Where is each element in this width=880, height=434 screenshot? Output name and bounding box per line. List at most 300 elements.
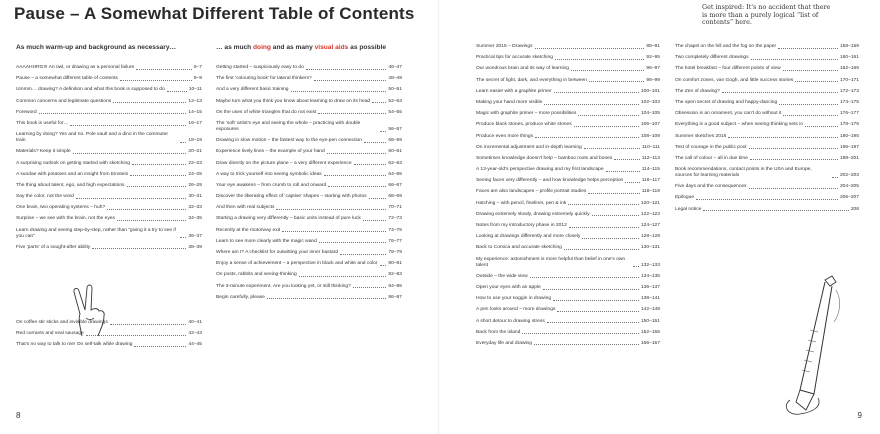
toc-entry — [476, 145, 660, 151]
toc-dot-leader — [136, 69, 192, 70]
toc-entry — [675, 167, 859, 179]
toc-entry-title: Two completely different drawings — [675, 55, 749, 61]
page-number-right: 9 — [857, 411, 862, 420]
toc-entry — [476, 257, 660, 269]
toc-entry-pages: 82–83 — [388, 272, 402, 278]
toc-entry — [675, 78, 859, 84]
toc-dot-leader — [750, 159, 838, 160]
toc-dot-leader — [380, 265, 387, 266]
toc-entry — [476, 66, 660, 72]
toc-dot-leader — [113, 102, 186, 103]
toc-entry-title: A surprising outlook on getting started with sketching — [16, 160, 130, 166]
toc-dot-leader — [372, 102, 386, 103]
toc-entry-title: Everyday life and drawing — [476, 340, 533, 346]
toc-entry-title: Magic with graphite primer – more possibilities — [476, 111, 577, 117]
toc-entry-title: Produce even more things — [476, 133, 534, 139]
toc-dot-leader — [547, 322, 639, 323]
toc-entry-pages: 174–175 — [839, 99, 859, 105]
toc-dot-leader — [291, 91, 387, 92]
toc-entry-title: A way to trick yourself into seeing symbolic ideas — [216, 171, 322, 177]
toc-entry-pages: 80–81 — [388, 261, 402, 267]
toc-entry-title: Outside – the wide view — [476, 273, 528, 279]
toc-entry — [675, 184, 859, 190]
toc-dot-leader — [571, 70, 644, 71]
toc-entry-title: Back to Corsica and accurate sketching — [476, 245, 562, 251]
toc-list-4 — [675, 44, 859, 213]
toc-entry-pages: 98–99 — [646, 77, 660, 83]
toc-dot-leader — [749, 188, 838, 189]
toc-entry-pages: 136–137 — [640, 284, 660, 290]
toc-entry-pages: 64–65 — [388, 171, 402, 177]
toc-entry — [16, 149, 202, 155]
toc-dot-leader — [132, 164, 186, 165]
inspire-note: Get inspired: It's no accident that there is more than a purely logical “list of contents” here. — [702, 3, 831, 27]
toc-dot-leader — [783, 70, 838, 71]
toc-dot-leader — [633, 266, 639, 267]
toc-entry — [216, 138, 402, 144]
toc-entry-title: One brain, two operating systems – huh? — [16, 205, 106, 211]
toc-entry — [16, 99, 202, 105]
toc-entry-pages: 54–55 — [388, 109, 402, 115]
toc-entry-title: Pause – a somewhat different table of contents — [16, 76, 118, 82]
toc-entry-title: Getting started – suspiciously easy to do — [216, 65, 304, 70]
toc-entry-pages: 162–169 — [839, 66, 859, 72]
toc-entry-title: The thing about talent, ego, and high expectations — [16, 182, 125, 188]
toc-entry — [476, 134, 660, 140]
toc-dot-leader — [832, 177, 838, 178]
toc-entry-title: Begin carefully, please — [216, 294, 265, 300]
toc-entry-title: The first ‘colouring book’ for lateral thinkers? — [216, 76, 312, 82]
toc-entry-title: Test of courage in the public pool — [675, 144, 747, 150]
toc-dot-leader — [778, 48, 838, 49]
toc-entry — [476, 167, 660, 173]
toc-entry-pages: 138–141 — [640, 296, 660, 302]
toc-entry-pages: 150–151 — [640, 318, 660, 324]
toc-entry — [216, 284, 402, 290]
toc-entry-pages: 44–45 — [188, 342, 202, 348]
toc-entry — [476, 307, 660, 313]
toc-entry-title: Faces are also landscapes – profile portrait studies — [476, 189, 587, 195]
toc-dot-leader — [354, 164, 387, 165]
toc-entry — [476, 245, 660, 251]
toc-dot-leader — [530, 277, 639, 278]
toc-dot-leader — [127, 186, 187, 187]
toc-entry — [16, 76, 202, 82]
toc-list-3 — [476, 44, 660, 347]
toc-entry-pages: 170–171 — [839, 77, 859, 83]
toc-entry — [16, 228, 202, 240]
toc-entry-title: On incremental adjustment and in-depth learning — [476, 144, 582, 150]
toc-dot-leader — [795, 81, 838, 82]
toc-entry-pages: 196–197 — [839, 144, 859, 150]
toc-dot-leader — [299, 276, 387, 277]
toc-dot-leader — [574, 126, 639, 127]
toc-entry-title: Materials? Keep it simple — [16, 149, 71, 155]
toc-entry-pages: 122–123 — [640, 211, 660, 217]
toc-entry-pages: 120–121 — [640, 200, 660, 206]
toc-entry-title: The 3-minute experiment. Are you looking yet, or still thinking? — [216, 283, 351, 289]
toc-entry — [216, 172, 402, 178]
toc-entry — [476, 296, 660, 302]
toc-entry-pages: 58–59 — [388, 138, 402, 144]
column-toc-4 — [675, 44, 859, 218]
toc-entry — [675, 55, 859, 61]
toc-entry-pages: 6–7 — [193, 65, 202, 70]
toc-entry — [675, 100, 859, 106]
toc-entry-title: Foreword — [16, 109, 37, 115]
toc-entry — [675, 44, 859, 50]
toc-entry-title: Starting a drawing very differently – basic units instead of pure luck — [216, 216, 361, 222]
toc-dot-leader — [614, 159, 639, 160]
toc-entry-title: A short detour to drawing stress — [476, 318, 545, 324]
toc-dot-leader — [364, 142, 386, 143]
toc-entry-pages: 158–159 — [839, 44, 859, 49]
toc-entry — [216, 110, 402, 116]
toc-entry — [216, 272, 402, 278]
toc-entry — [216, 194, 402, 200]
toc-dot-leader — [324, 175, 387, 176]
toc-entry-pages: 68–69 — [388, 194, 402, 200]
column-toc-3 — [476, 44, 660, 352]
toc-entry-title: Legal notice — [675, 206, 702, 212]
toc-dot-leader — [751, 59, 838, 60]
toc-dot-leader — [380, 131, 386, 132]
toc-dot-leader — [779, 104, 838, 105]
toc-entry-title: The secret of light, dark, and everything in between — [476, 77, 587, 83]
toc-dot-leader — [130, 175, 186, 176]
toc-dot-leader — [522, 333, 639, 334]
toc-entry-pages: 74–75 — [388, 227, 402, 233]
toc-entry-title: Everything is a good subject – when seeing-thinking sets in — [675, 122, 804, 128]
toc-entry-title: Discover the liberating effect of ‘captive’ shapes – starting with photos — [216, 194, 367, 200]
toc-dot-leader — [319, 242, 387, 243]
toc-entry — [216, 121, 402, 133]
toc-entry-pages: 78–79 — [388, 250, 402, 255]
toc-entry-title: A pen looks around – more drawings — [476, 307, 556, 313]
toc-entry — [675, 111, 859, 117]
toc-entry-title: Say the color, not the word — [16, 194, 74, 200]
toc-entry-title: Epilogue — [675, 195, 695, 201]
toc-entry-pages: 114–115 — [641, 167, 660, 173]
toc-entry-pages: 128–129 — [640, 234, 660, 240]
toc-entry — [16, 132, 202, 144]
toc-dot-leader — [534, 344, 639, 345]
toc-entry — [476, 189, 660, 195]
toc-entry-pages: 172–173 — [839, 88, 859, 94]
toc-entry — [16, 245, 202, 251]
toc-entry-title: Your eye awakens – from crumb to roll and onward — [216, 182, 327, 188]
toc-dot-leader — [180, 237, 186, 238]
toc-list-warm-up — [16, 65, 202, 251]
toc-dot-leader — [589, 81, 644, 82]
toc-entry-pages: 108–109 — [640, 133, 660, 139]
toc-dot-leader — [569, 227, 639, 228]
toc-entry-title: Practical tips for accurate sketching — [476, 55, 553, 61]
toc-entry-title: Open your eyes with an apple — [476, 284, 541, 290]
toc-entry — [476, 78, 660, 84]
toc-entry — [216, 87, 402, 93]
toc-entry-title: A 13-year-old's perspective drawing and my first landscape — [476, 167, 604, 173]
toc-entry — [216, 228, 402, 234]
toc-entry — [476, 274, 660, 280]
toc-entry — [675, 207, 859, 213]
toc-dot-leader — [584, 148, 640, 149]
toc-entry-title: And a very different basic training — [216, 87, 289, 93]
toc-entry-pages: 50–51 — [388, 87, 402, 93]
toc-entry — [216, 295, 402, 301]
toc-entry-title: The open secret of drawing and happy-dancing — [675, 99, 778, 105]
toc-entry — [216, 183, 402, 189]
toc-entry-title: And then with real subjects — [216, 205, 275, 211]
right-page — [440, 0, 880, 434]
toc-entry-pages: 72–73 — [388, 216, 402, 222]
toc-dot-leader — [588, 193, 639, 194]
toc-entry — [16, 216, 202, 222]
toc-entry-pages: 24–25 — [188, 171, 202, 177]
toc-entry-title: Our wondrous brain and its way of learning — [476, 66, 569, 72]
toc-dot-leader — [314, 80, 387, 81]
toc-dot-leader — [134, 346, 186, 347]
toc-dot-leader — [306, 69, 387, 70]
toc-dot-leader — [120, 80, 192, 81]
toc-entry — [216, 261, 402, 267]
toc-entry-title: Draw directly on the picture plane – a very different experience — [216, 160, 352, 166]
toc-dot-leader — [167, 91, 187, 92]
toc-entry — [216, 239, 402, 245]
toc-entry-title: Hatching – with pencil, fineliner, pen & ink — [476, 200, 567, 206]
toc-entry-pages: 14–15 — [188, 109, 202, 115]
toc-entry-pages: 208 — [850, 206, 859, 212]
toc-entry-title: Obsession is an ornament, you can't do without it — [675, 111, 782, 117]
toc-dot-leader — [363, 220, 387, 221]
toc-entry-pages: 132–133 — [640, 262, 660, 268]
toc-entry-title: Learn drawing and seeing step-by-step, rather than “giving it a try to see if you can” — [16, 227, 176, 239]
toc-entry-title: On coffee stir sticks and invisible drawings — [16, 320, 108, 325]
toc-entry — [16, 205, 202, 211]
toc-entry-title: Learn easier with a graphite primer — [476, 88, 552, 94]
toc-entry — [675, 145, 859, 151]
toc-entry — [476, 178, 660, 184]
toc-entry — [216, 65, 402, 71]
toc-entry — [476, 212, 660, 218]
toc-entry-pages: 124–127 — [640, 223, 660, 228]
toc-entry-pages: 88–91 — [646, 44, 660, 49]
toc-dot-leader — [340, 254, 386, 255]
toc-entry-pages: 66–67 — [388, 182, 402, 188]
toc-entry-pages: 52–53 — [388, 98, 402, 104]
page-title: Pause – A Somewhat Different Table of Contents — [14, 4, 415, 23]
toc-entry — [216, 161, 402, 167]
toc-entry-title: Enjoy a sense of achievement – a perspective in black and white and color — [216, 261, 378, 267]
toc-entry-pages: 8–9 — [193, 76, 202, 82]
toc-entry — [476, 55, 660, 61]
toc-entry-title: A sundae with potatoes and an insight from Einstein — [16, 171, 129, 177]
toc-entry — [16, 110, 202, 116]
column-doing — [216, 44, 402, 306]
toc-entry-title: Looking at drawings differently and more closely — [476, 234, 581, 240]
toc-entry-pages: 92–95 — [646, 55, 660, 61]
toc-dot-leader — [553, 300, 639, 301]
toc-entry-pages: 42–43 — [188, 331, 202, 337]
toc-entry-pages: 180–195 — [839, 133, 859, 139]
peace-hand-sketch-icon — [60, 280, 120, 340]
toc-entry — [476, 156, 660, 162]
toc-entry-pages: 76–77 — [388, 238, 402, 244]
toc-entry-title: Surprise – we see with the brain, not the eyes — [16, 216, 115, 222]
toc-entry — [16, 194, 202, 200]
toc-entry — [476, 100, 660, 106]
toc-entry-title: The hotel breakfast – four different points of view — [675, 66, 781, 72]
column-heading-warm-up: As much warm-up and background as necessary… — [16, 44, 177, 51]
toc-entry-pages: 62–63 — [388, 160, 402, 166]
toc-entry-pages: 106–107 — [640, 122, 660, 128]
toc-dot-leader — [582, 238, 639, 239]
toc-entry-pages: 204–205 — [839, 184, 859, 190]
toc-entry-pages: 36–37 — [188, 233, 202, 239]
toc-entry-pages: 12–13 — [188, 98, 202, 104]
toc-entry — [476, 341, 660, 347]
toc-dot-leader — [578, 115, 639, 116]
toc-dot-leader — [554, 92, 639, 93]
toc-entry-pages: 46–47 — [388, 65, 402, 70]
toc-entry-title: Five days and the consequences — [675, 184, 747, 190]
toc-entry — [476, 285, 660, 291]
toc-entry — [476, 44, 660, 50]
toc-entry-pages: 198–201 — [839, 155, 859, 161]
toc-entry — [675, 89, 859, 95]
toc-dot-leader — [70, 125, 186, 126]
toc-entry-title: Learning by doing? Yes and no. Pole vault and a dino in the commuter train — [16, 132, 168, 144]
toc-entry-title: Sometimes knowledge doesn't help – bamboo roots and bones — [476, 155, 613, 161]
toc-entry-title: AAAAHHRG!!! An owl, or drawing as a personal failure — [16, 65, 135, 70]
toc-entry — [16, 65, 202, 71]
toc-dot-leader — [535, 48, 645, 49]
toc-entry-title: The chapel on the hill and the fog on the paper — [675, 44, 777, 49]
toc-entry — [476, 223, 660, 229]
toc-entry-pages: 134–135 — [640, 273, 660, 279]
toc-entry-title: Summer sketches 2016 — [675, 133, 727, 139]
toc-dot-leader — [369, 198, 387, 199]
column-heading-doing: … as much doing and as many visual aids as possible — [216, 44, 387, 51]
toc-dot-leader — [696, 199, 838, 200]
toc-entry-title: Red currants and veal sausage — [16, 331, 84, 337]
toc-entry-pages: 156–157 — [640, 340, 660, 346]
toc-dot-leader — [749, 148, 838, 149]
toc-dot-leader — [722, 92, 838, 93]
toc-entry-title: Maybe turn what you think you know about learning to draw on its head — [216, 98, 371, 104]
toc-entry — [675, 156, 859, 162]
toc-dot-leader — [117, 220, 186, 221]
toc-entry-title: The ‘soft’ artist's eye and seeing the whole – practicing with double exposures — [216, 120, 361, 132]
toc-entry-title: The Zen of drawing? — [675, 88, 720, 94]
toc-entry-title: Back from the island — [476, 329, 521, 335]
toc-entry-pages: 84–85 — [388, 283, 402, 289]
toc-entry — [675, 122, 859, 128]
page-number-left: 8 — [16, 411, 21, 420]
toc-dot-leader — [327, 153, 387, 154]
toc-entry — [476, 111, 660, 117]
toc-entry-pages: 30–31 — [188, 194, 202, 200]
toc-entry — [16, 342, 202, 348]
toc-entry — [216, 149, 402, 155]
toc-entry-pages: 60–61 — [388, 149, 402, 155]
toc-entry-title: Summer 2015 – Drawings — [476, 44, 533, 49]
toc-entry-title: Common concerns and legitimate questions — [16, 98, 112, 104]
toc-entry-pages: 20–21 — [188, 149, 202, 155]
toc-entry-title: Ummm… drawing? A definition and what this book is supposed to do — [16, 87, 165, 93]
toc-entry-pages: 130–131 — [640, 245, 660, 251]
toc-entry-pages: 56–57 — [388, 126, 402, 132]
toc-dot-leader — [92, 248, 186, 249]
toc-dot-leader — [39, 113, 187, 114]
toc-entry — [16, 172, 202, 178]
toc-dot-leader — [544, 104, 639, 105]
toc-entry-pages: 110–111 — [642, 144, 660, 150]
toc-entry-title: Learn to see more clearly with the magic wand — [216, 238, 317, 244]
toc-entry-title: Drawing extremely slowly, drawing extremely quickly — [476, 211, 590, 217]
toc-entry — [476, 234, 660, 240]
toc-dot-leader — [625, 182, 639, 183]
toc-dot-leader — [592, 215, 639, 216]
toc-entry-pages: 38–39 — [188, 244, 202, 250]
toc-dot-leader — [568, 204, 639, 205]
toc-entry-pages: 16–17 — [188, 120, 202, 126]
toc-dot-leader — [76, 198, 186, 199]
toc-entry — [16, 161, 202, 167]
toc-entry — [16, 183, 202, 189]
toc-entry-title: Drawing in slow motion – the fastest way to the eye-pen connection — [216, 138, 362, 144]
toc-entry-title: Produce black stones, produce white stones — [476, 122, 572, 128]
toc-entry — [216, 99, 402, 105]
toc-entry-pages: 26–29 — [188, 182, 202, 188]
toc-entry-pages: 102–103 — [640, 99, 660, 105]
toc-dot-leader — [543, 289, 639, 290]
toc-entry-pages: 160–161 — [839, 55, 859, 61]
toc-entry-pages: 178–179 — [839, 122, 859, 128]
toc-entry — [216, 216, 402, 222]
toc-entry — [216, 205, 402, 211]
toc-entry-pages: 48–49 — [388, 76, 402, 82]
toc-entry — [675, 66, 859, 72]
toc-entry-title: Book recommendations, contact points in the USA and Europe, sources for learning materials — [675, 167, 812, 179]
toc-entry-title: My experience: astonishment is more helpful than belief in one's own talent — [476, 256, 626, 268]
toc-entry — [476, 201, 660, 207]
toc-dot-leader — [353, 287, 387, 288]
toc-entry-pages: 18–19 — [188, 138, 202, 144]
toc-entry-pages: 206–207 — [839, 195, 859, 201]
toc-entry-title: Notes from my introductory phase in 2012 — [476, 223, 567, 228]
toc-entry-title: Recently at the motorway exit — [216, 227, 281, 233]
toc-dot-leader — [606, 171, 640, 172]
toc-entry-pages: 70–71 — [388, 205, 402, 211]
toc-dot-leader — [703, 210, 848, 211]
toc-entry-pages: 96–97 — [646, 66, 660, 72]
toc-entry-title: On posts, rabbits and seeing-thinking — [216, 272, 297, 278]
toc-entry — [16, 121, 202, 127]
toc-dot-leader — [276, 209, 386, 210]
toc-entry — [675, 134, 859, 140]
toc-entry-pages: 176–177 — [839, 111, 859, 117]
toc-entry-title: Seeing faces very differently – and how knowledge helps perception — [476, 178, 624, 184]
toc-dot-leader — [282, 231, 386, 232]
toc-entry-title: How to use your noggin in drawing — [476, 296, 552, 302]
toc-dot-leader — [555, 59, 644, 60]
toc-entry-title: Making your hand more visible — [476, 99, 543, 105]
toc-entry-pages: 112–113 — [641, 155, 660, 161]
toc-entry-title: The call of colour – all in due time — [675, 155, 748, 161]
toc-entry-pages: 86–87 — [388, 294, 402, 300]
toc-dot-leader — [728, 137, 838, 138]
